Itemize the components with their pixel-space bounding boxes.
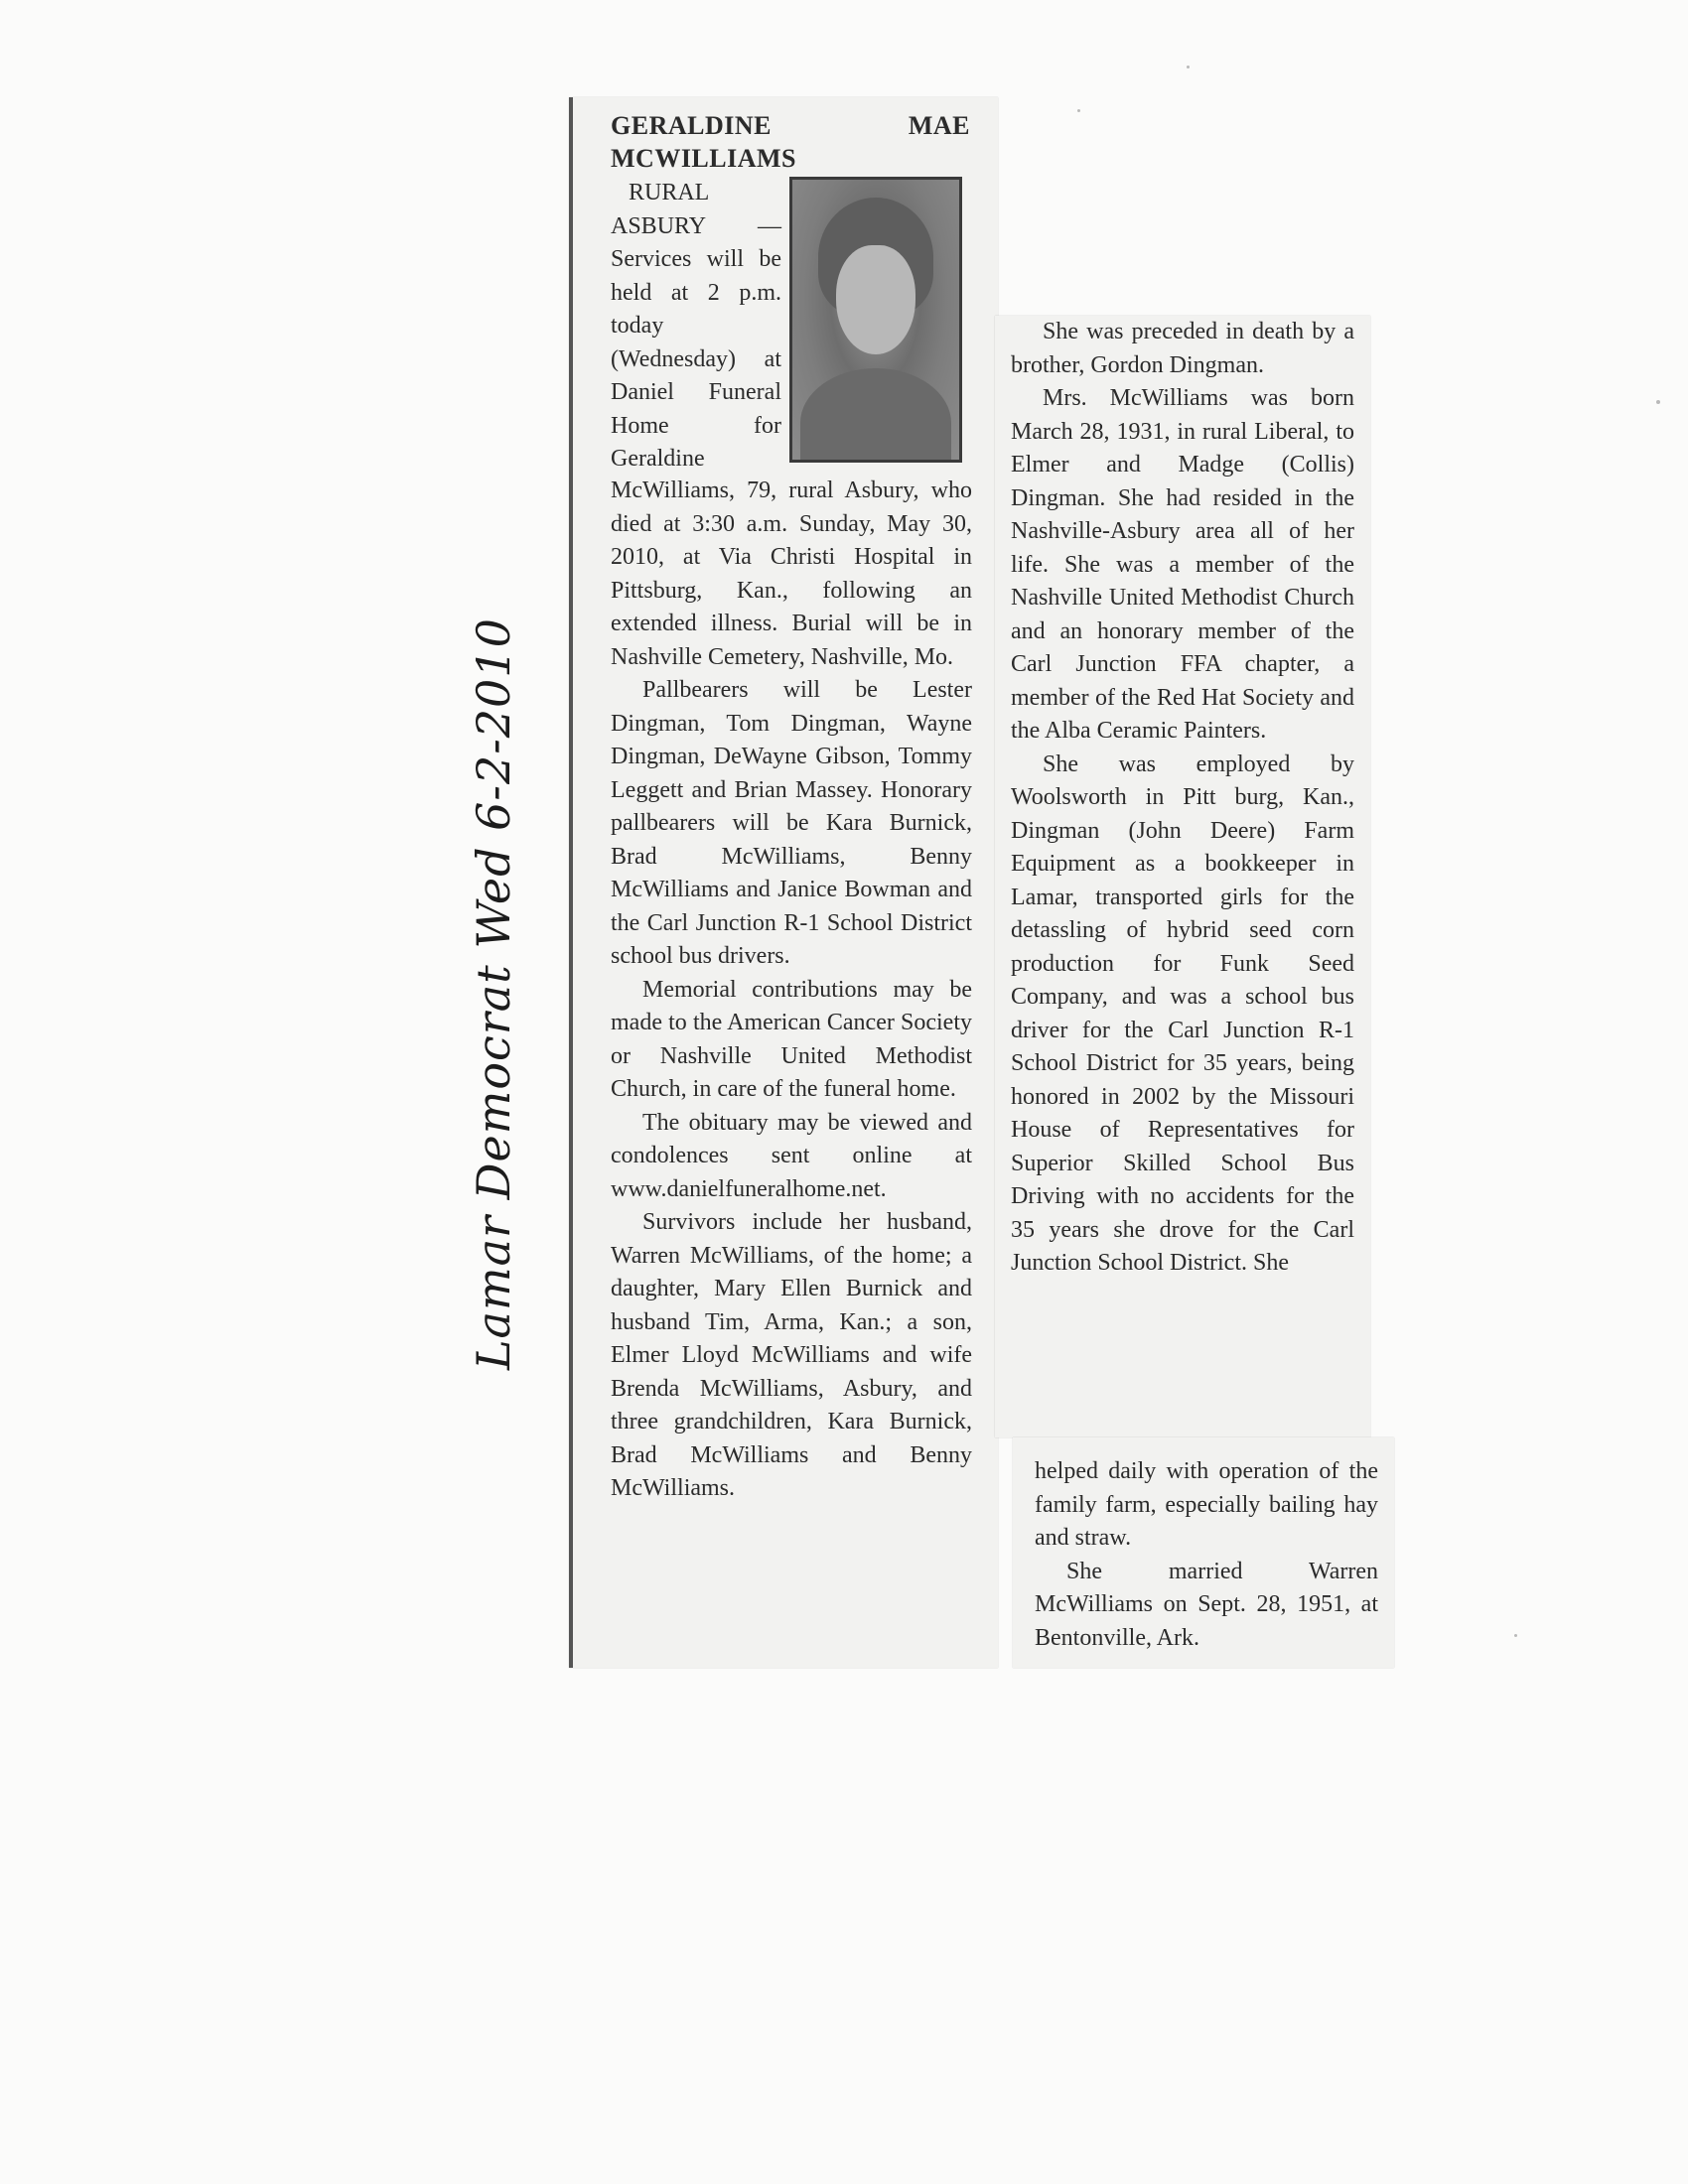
photo-face <box>836 245 915 354</box>
column-rule <box>569 97 573 1668</box>
scan-speck <box>1514 1634 1517 1637</box>
right-column-body-lower <box>1035 1455 1378 1655</box>
survivors-paragraph: Survivors include her husband, Warren McWilliams, of the home; a daughter, Mary Ellen Burnick and husband Tim, Arma, Kan.; a son, Elmer Lloyd McWilliams and wife Brenda McWilliams, Asbury, and three grandchildren, Kara Burnick, Brad McWilliams and Benny McWilliams. <box>611 1209 972 1501</box>
headline-first-name: GERALDINE <box>611 111 772 140</box>
obituary-clipping-right-upper <box>995 316 1370 1437</box>
photo-shoulders <box>800 368 951 463</box>
employment-paragraph: She was employed by Woolsworth in Pitt burg, Kan., Dingman (John Deere) Farm Equipment as a bookkeeper in Lamar, transported girls for the detassling of hybrid seed corn production for Funk Seed Company, and was a school bus driver for the Carl Junction R-1 School District for 35 years, being honored in 2002 by the Missouri House of Representatives for Superior Skilled School Bus Driving with no accidents for the 35 years she drove for the Carl Junction School District. She <box>1011 751 1354 1276</box>
scan-speck <box>1656 400 1660 404</box>
handwritten-note: Lamar Democrat Wed 6-2-2010 <box>467 617 520 1370</box>
scan-speck <box>1187 66 1190 68</box>
memorials-paragraph: Memorial contributions may be made to the American Cancer Society or Nashville United Methodist Church, in care of the funeral home. <box>611 976 972 1102</box>
biography-paragraph: Mrs. McWilliams was born March 28, 1931, in rural Liberal, to Elmer and Madge (Collis) Dingman. She had resided in the Nashville-Asbury area all of her life. She was a member of the Nashville United Methodist Church and an honorary member of the Carl Junction FFA chapter, a member of the Red Hat Society and the Alba Ceramic Painters. <box>1011 385 1354 744</box>
portrait-photo <box>789 177 962 463</box>
marriage-paragraph: She married Warren McWilliams on Sept. 28, 1951, at Bentonville, Ark. <box>1035 1558 1378 1651</box>
online-paragraph: The obituary may be viewed and condolences sent online at www.danielfuneralhome.net. <box>611 1109 972 1202</box>
scan-speck <box>1077 109 1080 112</box>
left-column-body <box>611 475 972 1506</box>
farm-paragraph: helped daily with operation of the family farm, especially bailing hay and straw. <box>1035 1458 1378 1551</box>
right-column-body-upper <box>1011 316 1354 1281</box>
lead-paragraph: RURAL ASBURY — Services will be held at 2 p.m. today (Wednesday) at Daniel Funeral Home for Geraldine <box>611 180 781 472</box>
preceded-paragraph: She was preceded in death by a brother, Gordon Dingman. <box>1011 319 1354 378</box>
headline-middle-name: MAE <box>908 111 970 140</box>
headline-last-name: MCWILLIAMS <box>611 144 797 173</box>
obituary-lead <box>611 177 781 477</box>
obituary-clipping-right-lower <box>1013 1437 1394 1668</box>
obituary-clipping-left <box>569 97 998 1668</box>
services-paragraph: McWilliams, 79, rural Asbury, who died at 3:30 a.m. Sunday, May 30, 2010, at Via Christi Hospital in Pittsburg, Kan., following an extended illness. Burial will be in Nashville Cemetery, Nashville, Mo. <box>611 478 972 670</box>
obituary-headline <box>611 109 970 175</box>
pallbearers-paragraph: Pallbearers will be Lester Dingman, Tom Dingman, Wayne Dingman, DeWayne Gibson, Tommy Leggett and Brian Massey. Honorary pallbearers will be Kara Burnick, Brad McWilliams, Benny McWilliams and Janice Bowman and the Carl Junction R-1 School District school bus drivers. <box>611 677 972 969</box>
